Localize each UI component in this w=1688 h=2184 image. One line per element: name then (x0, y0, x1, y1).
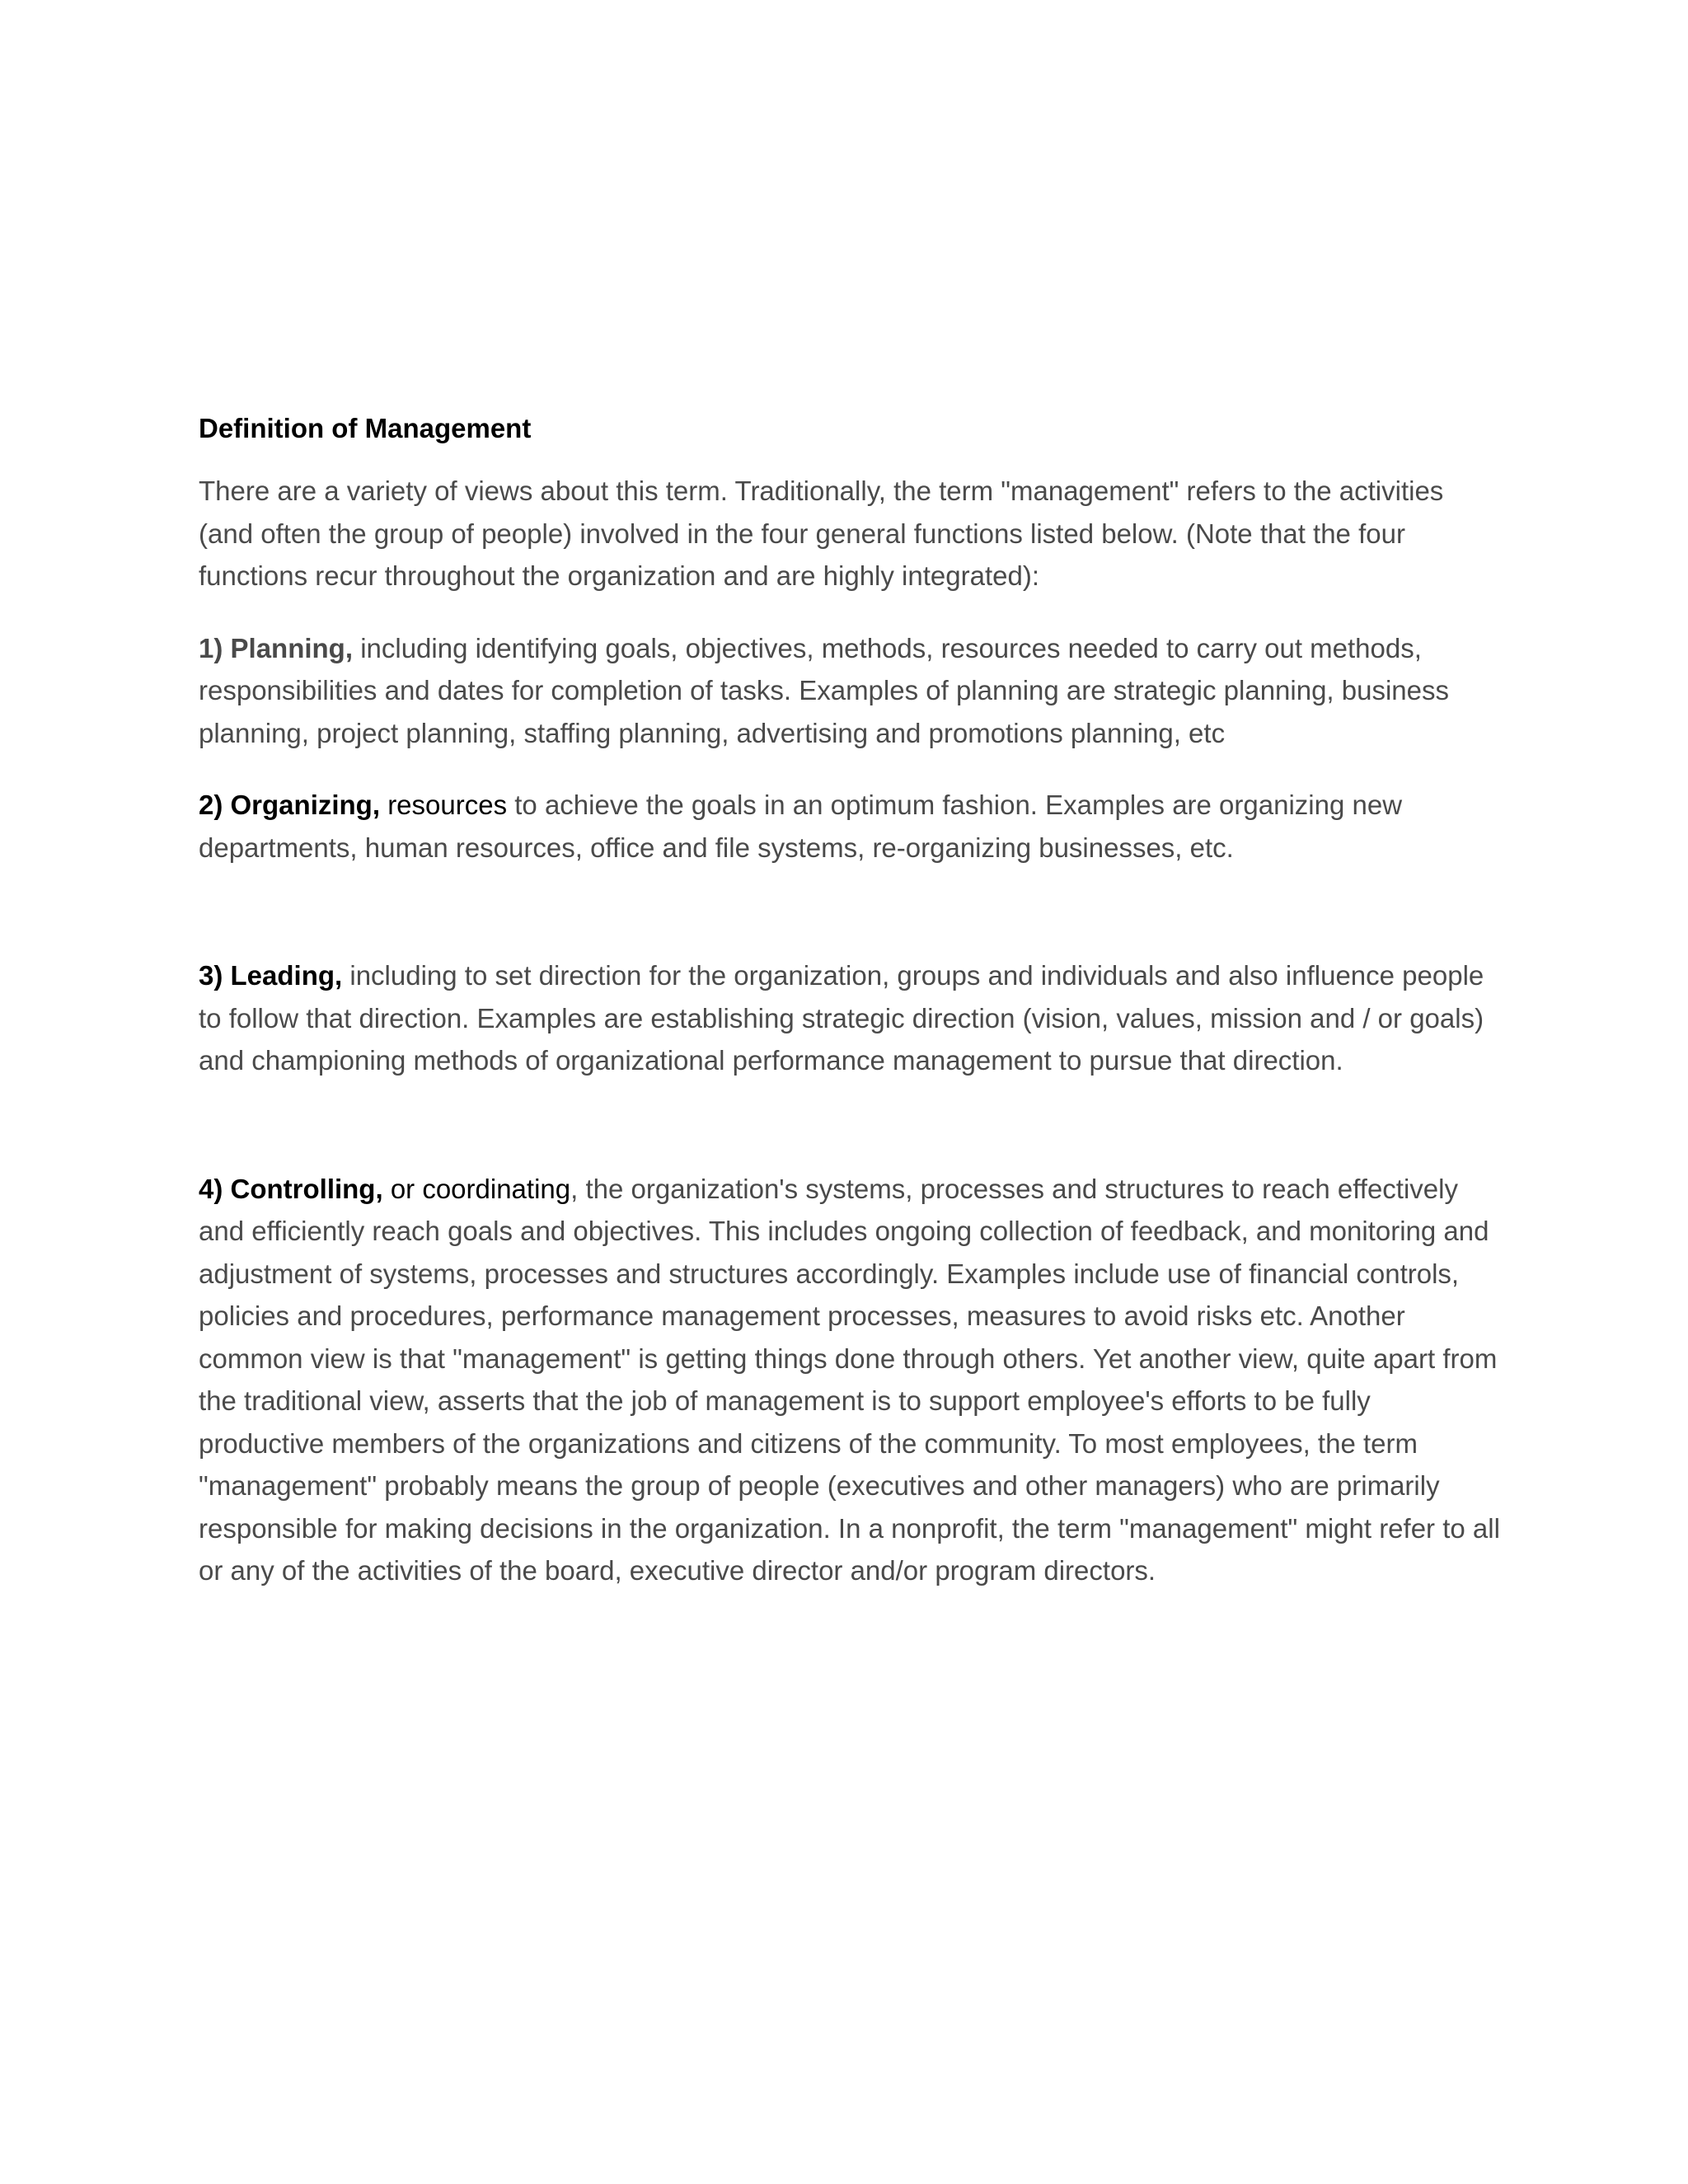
blank-line (199, 898, 1501, 954)
leading-paragraph (199, 954, 1501, 1082)
intro-paragraph: There are a variety of views about this term. Traditionally, the term "management" refers to the activities (and often the group of people) involved in the four general functions listed below. (Note that the four functions recur throughout the organization and are highly integrated): (199, 476, 1444, 591)
organizing-text: to achieve the goals in an optimum fashion. Examples are organizing new departments, human resources, office and file systems, re-organizing businesses, etc. (199, 790, 1403, 863)
organizing-word: resources (387, 790, 508, 820)
organizing-lead: 2) Organizing, (199, 790, 381, 820)
controlling-paragraph (199, 1168, 1501, 1592)
document-body (199, 407, 1501, 1622)
planning-lead: 1) Planning, (199, 632, 354, 663)
organizing-paragraph (199, 784, 1501, 869)
page-title: Definition of Management (199, 413, 532, 443)
planning-text: including identifying goals, objectives, methods, resources needed to carry out methods, responsibilities and dates for completion of tasks. Examples of planning are strategic planning, business planning, project planning, staffing planning, advertising and promotions planning, etc (199, 632, 1450, 748)
leading-text: including to set direction for the organization, groups and individuals and also influence people to follow that direction. Examples are establishing strategic direction (vision, values, mission and / or goals) and championing methods of organizational performance management to pursue that direction. (199, 960, 1484, 1076)
controlling-lead: 4) Controlling, (199, 1173, 383, 1204)
controlling-word: or coordinating (390, 1173, 571, 1204)
controlling-text: , the organization's systems, processes and structures to reach effectively and efficiently reach goals and objectives. This includes ongoing collection of feedback, and monitoring and adjustment of systems, processes and structures accordingly. Examples include use of financial controls, policies and procedures, performance management processes, measures to avoid risks etc. Another common view is that "management" is getting things done through others. Yet another view, quite apart from the traditional view, asserts that the job of management is to support employee's efforts to be fully productive members of the organizations and citizens of the community. To most employees, the term "management" probably means the group of people (executives and other managers) who are primarily responsible for making decisions in the organization. In a nonprofit, the term "management" might refer to all or any of the activities of the board, executive director and/or program directors. (199, 1173, 1500, 1586)
planning-paragraph (199, 627, 1501, 755)
leading-lead: 3) Leading, (199, 960, 343, 991)
blank-line (199, 1112, 1501, 1168)
